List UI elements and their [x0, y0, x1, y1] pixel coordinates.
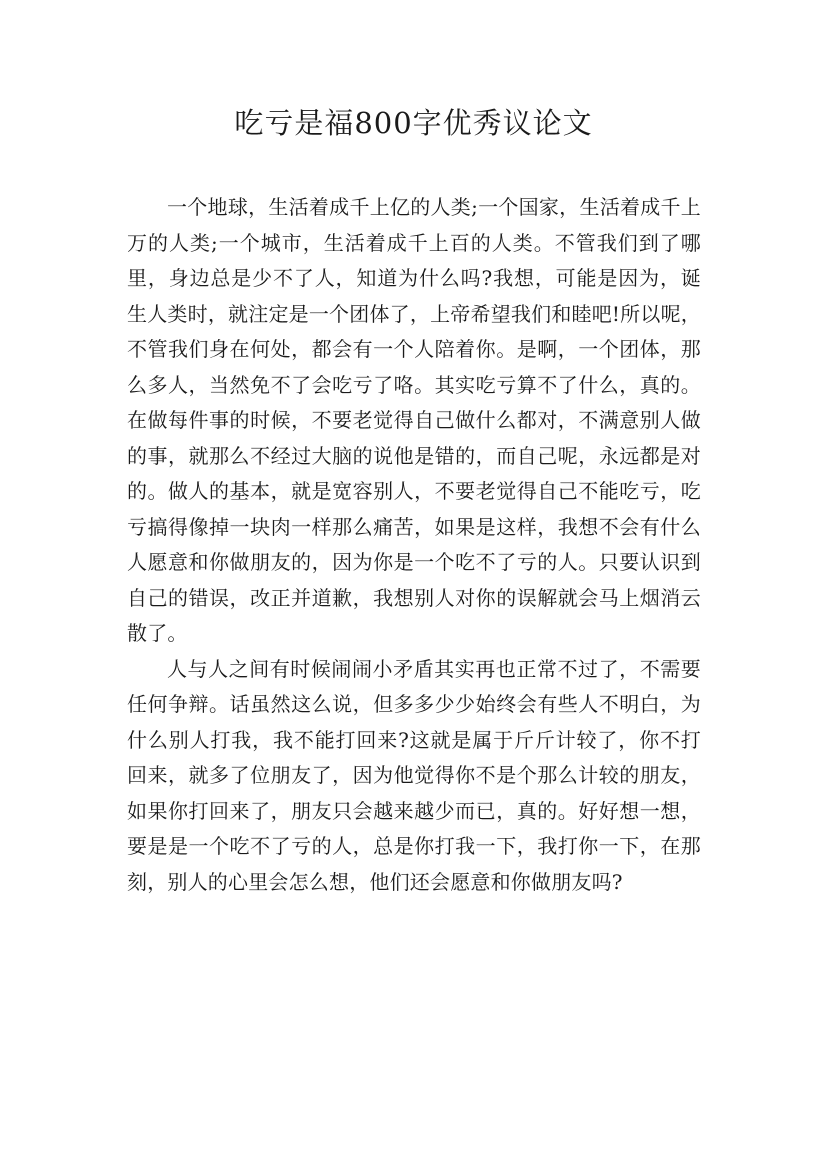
document-body: [127, 190, 701, 900]
paragraph-2: 人与人之间有时候闹闹小矛盾其实再也正常不过了，不需要任何争辩。话虽然这么说，但多多少少始终会有些人不明白，为什么别人打我，我不能打回来?这就是属于斤斤计较了，你不打回来，就多了位朋友了，因为他觉得你不是个那么计较的朋友，如果你打回来了，朋友只会越来越少而已，真的。好好想一想，要是是一个吃不了亏的人，总是你打我一下，我打你一下，在那刻，别人的心里会怎么想，他们还会愿意和你做朋友吗?: [127, 656, 701, 894]
document-title: 吃亏是福800字优秀议论文: [234, 106, 593, 140]
paragraph-1: 一个地球，生活着成千上亿的人类;一个国家，生活着成千上万的人类;一个城市，生活着成千上百的人类。不管我们到了哪里，身边总是少不了人，知道为什么吗?我想，可能是因为，诞生人类时，就注定是一个团体了，上帝希望我们和睦吧!所以呢，不管我们身在何处，都会有一个人陪着你。是啊，一个团体，那么多人，当然免不了会吃亏了咯。其实吃亏算不了什么，真的。在做每件事的时候，不要老觉得自己做什么都对，不满意别人做的事，就那么不经过大脑的说他是错的，而自己呢，永远都是对的。做人的基本，就是宽容别人，不要老觉得自己不能吃亏，吃亏搞得像掉一块肉一样那么痛苦，如果是这样，我想不会有什么人愿意和你做朋友的，因为你是一个吃不了亏的人。只要认识到自己的错误，改正并道歉，我想别人对你的误解就会马上烟消云散了。: [127, 195, 701, 645]
